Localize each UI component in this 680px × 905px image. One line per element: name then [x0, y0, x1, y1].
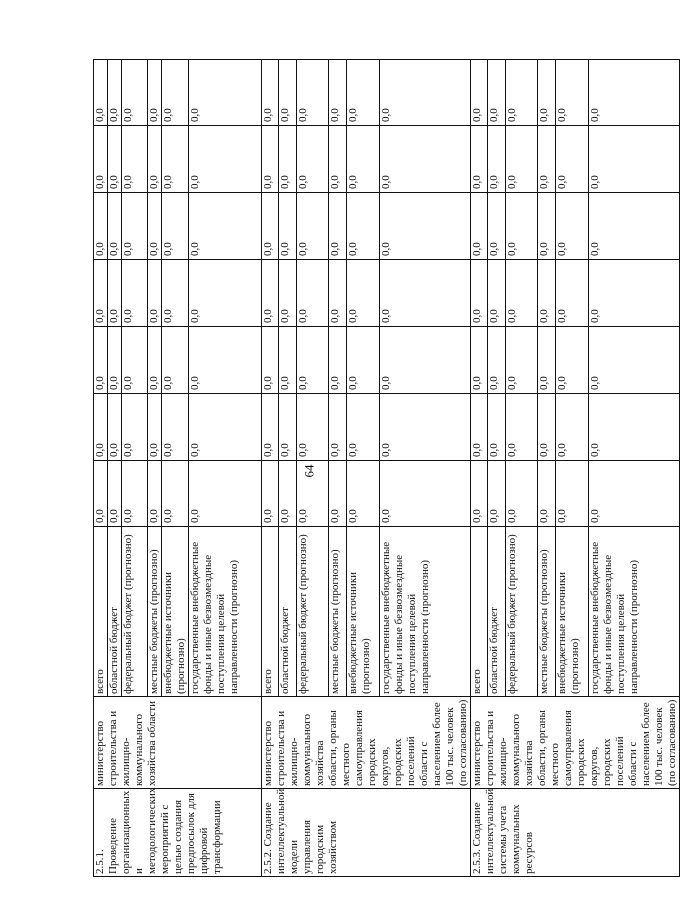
value-cell: 0,0 [108, 260, 122, 327]
value-cell: 0,0 [108, 461, 122, 527]
source-cell: всего [94, 527, 108, 697]
value-cell: 0,0 [262, 60, 279, 126]
value-cell: 0,0 [94, 260, 108, 327]
value-cell: 0,0 [189, 394, 262, 461]
source-cell: федеральный бюджет (прогнозно) [122, 527, 148, 697]
value-cell: 0,0 [329, 193, 346, 260]
value-cell: 0,0 [538, 327, 555, 394]
value-cell: 0,0 [108, 193, 122, 260]
value-cell: 0,0 [589, 394, 680, 461]
value-cell: 0,0 [505, 327, 537, 394]
value-cell: 0,0 [346, 461, 380, 527]
measure-cell: 2.5.3. Создание интеллектуальной системы учета коммунальных ресурсов [471, 789, 680, 877]
value-cell: 0,0 [589, 193, 680, 260]
value-cell: 0,0 [148, 60, 162, 126]
value-cell: 0,0 [555, 193, 589, 260]
value-cell: 0,0 [296, 126, 328, 193]
value-cell: 0,0 [471, 193, 488, 260]
source-cell: внебюджетные источники (прогнозно) [162, 527, 189, 697]
source-cell: местные бюджеты (прогнозно) [329, 527, 346, 697]
table-body [94, 60, 680, 877]
value-cell: 0,0 [296, 461, 328, 527]
value-cell: 0,0 [555, 394, 589, 461]
source-cell: федеральный бюджет (прогнозно) [296, 527, 328, 697]
value-cell: 0,0 [262, 260, 279, 327]
value-cell: 0,0 [589, 60, 680, 126]
value-cell: 0,0 [329, 394, 346, 461]
value-cell: 0,0 [505, 260, 537, 327]
value-cell: 0,0 [148, 461, 162, 527]
value-cell: 0,0 [505, 126, 537, 193]
value-cell: 0,0 [589, 260, 680, 327]
value-cell: 0,0 [148, 260, 162, 327]
table-row [471, 60, 488, 877]
value-cell: 0,0 [505, 60, 537, 126]
executor-cell: министерство строительства и жилищно-коммунального хозяйства области [94, 697, 262, 789]
value-cell: 0,0 [108, 327, 122, 394]
value-cell: 0,0 [296, 327, 328, 394]
value-cell: 0,0 [488, 193, 505, 260]
source-cell: областной бюджет [488, 527, 505, 697]
value-cell: 0,0 [488, 327, 505, 394]
value-cell: 0,0 [189, 260, 262, 327]
value-cell: 0,0 [262, 394, 279, 461]
value-cell: 0,0 [94, 327, 108, 394]
value-cell: 0,0 [346, 193, 380, 260]
value-cell: 0,0 [122, 260, 148, 327]
value-cell: 0,0 [555, 60, 589, 126]
value-cell: 0,0 [380, 327, 471, 394]
value-cell: 0,0 [189, 193, 262, 260]
value-cell: 0,0 [505, 394, 537, 461]
source-cell: государственные внебюджетные фонды и иные безвозмездные поступления целевой направленности (прогнозно) [380, 527, 471, 697]
value-cell: 0,0 [189, 126, 262, 193]
value-cell: 0,0 [162, 60, 189, 126]
value-cell: 0,0 [162, 193, 189, 260]
value-cell: 0,0 [122, 60, 148, 126]
value-cell: 0,0 [189, 461, 262, 527]
value-cell: 0,0 [380, 394, 471, 461]
source-cell: государственные внебюджетные фонды и иные безвозмездные поступления целевой направленности (прогнозно) [589, 527, 680, 697]
value-cell: 0,0 [162, 260, 189, 327]
value-cell: 0,0 [122, 461, 148, 527]
value-cell: 0,0 [329, 327, 346, 394]
source-cell: государственные внебюджетные фонды и иные безвозмездные поступления целевой направленности (прогнозно) [189, 527, 262, 697]
value-cell: 0,0 [296, 193, 328, 260]
value-cell: 0,0 [380, 193, 471, 260]
source-cell: областной бюджет [108, 527, 122, 697]
source-cell: местные бюджеты (прогнозно) [538, 527, 555, 697]
executor-cell: министерство строительства и жилищно-коммунального хозяйства области, органы местного самоуправления городских округов, городских поселений области с населением более 100 тыс. человек (по согласованию) [262, 697, 471, 789]
value-cell: 0,0 [148, 126, 162, 193]
value-cell: 0,0 [488, 461, 505, 527]
value-cell: 0,0 [122, 327, 148, 394]
value-cell: 0,0 [555, 461, 589, 527]
value-cell: 0,0 [94, 60, 108, 126]
value-cell: 0,0 [189, 327, 262, 394]
value-cell: 0,0 [538, 126, 555, 193]
value-cell: 0,0 [329, 126, 346, 193]
value-cell: 0,0 [488, 126, 505, 193]
value-cell: 0,0 [262, 461, 279, 527]
value-cell: 0,0 [262, 126, 279, 193]
source-cell: местные бюджеты (прогнозно) [148, 527, 162, 697]
rotated-table-container [93, 60, 678, 877]
value-cell: 0,0 [296, 394, 328, 461]
source-cell: внебюджетные источники (прогнозно) [555, 527, 589, 697]
value-cell: 0,0 [148, 327, 162, 394]
value-cell: 0,0 [471, 394, 488, 461]
value-cell: 0,0 [94, 461, 108, 527]
value-cell: 0,0 [471, 461, 488, 527]
value-cell: 0,0 [538, 193, 555, 260]
value-cell: 0,0 [538, 394, 555, 461]
value-cell: 0,0 [346, 60, 380, 126]
value-cell: 0,0 [279, 394, 296, 461]
value-cell: 0,0 [380, 260, 471, 327]
value-cell: 0,0 [505, 193, 537, 260]
value-cell: 0,0 [329, 461, 346, 527]
value-cell: 0,0 [346, 327, 380, 394]
value-cell: 0,0 [162, 461, 189, 527]
value-cell: 0,0 [380, 461, 471, 527]
value-cell: 0,0 [346, 126, 380, 193]
value-cell: 0,0 [471, 60, 488, 126]
value-cell: 0,0 [296, 60, 328, 126]
value-cell: 0,0 [538, 260, 555, 327]
value-cell: 0,0 [108, 60, 122, 126]
value-cell: 0,0 [488, 394, 505, 461]
value-cell: 0,0 [488, 260, 505, 327]
value-cell: 0,0 [279, 193, 296, 260]
value-cell: 0,0 [279, 126, 296, 193]
value-cell: 0,0 [538, 461, 555, 527]
table-row [94, 60, 108, 877]
value-cell: 0,0 [380, 126, 471, 193]
value-cell: 0,0 [108, 126, 122, 193]
budget-table [93, 59, 680, 877]
measure-cell: 2.5.2. Создание интеллектуальной модели управления городским хозяйством [262, 789, 471, 877]
value-cell: 0,0 [471, 327, 488, 394]
table-row [262, 60, 279, 877]
value-cell: 0,0 [262, 193, 279, 260]
value-cell: 0,0 [262, 327, 279, 394]
page-number: 64 [301, 464, 317, 478]
source-cell: областной бюджет [279, 527, 296, 697]
source-cell: внебюджетные источники (прогнозно) [346, 527, 380, 697]
value-cell: 0,0 [162, 394, 189, 461]
value-cell: 0,0 [505, 461, 537, 527]
value-cell: 0,0 [122, 126, 148, 193]
value-cell: 0,0 [162, 126, 189, 193]
value-cell: 0,0 [148, 394, 162, 461]
value-cell: 0,0 [471, 126, 488, 193]
value-cell: 0,0 [122, 394, 148, 461]
value-cell: 0,0 [380, 60, 471, 126]
source-cell: всего [471, 527, 488, 697]
value-cell: 0,0 [346, 260, 380, 327]
value-cell: 0,0 [329, 260, 346, 327]
value-cell: 0,0 [555, 126, 589, 193]
measure-cell: 2.5.1. Проведение организационных и методологических мероприятий с целью создания предпосылок для цифровой трансформации [94, 789, 262, 877]
value-cell: 0,0 [555, 327, 589, 394]
value-cell: 0,0 [148, 193, 162, 260]
value-cell: 0,0 [94, 193, 108, 260]
value-cell: 0,0 [94, 126, 108, 193]
value-cell: 0,0 [555, 260, 589, 327]
value-cell: 0,0 [108, 394, 122, 461]
value-cell: 0,0 [296, 260, 328, 327]
value-cell: 0,0 [346, 394, 380, 461]
value-cell: 0,0 [329, 60, 346, 126]
source-cell: федеральный бюджет (прогнозно) [505, 527, 537, 697]
value-cell: 0,0 [279, 60, 296, 126]
value-cell: 0,0 [279, 327, 296, 394]
value-cell: 0,0 [538, 60, 555, 126]
value-cell: 0,0 [589, 461, 680, 527]
value-cell: 0,0 [94, 394, 108, 461]
value-cell: 0,0 [471, 260, 488, 327]
value-cell: 0,0 [162, 327, 189, 394]
source-cell: всего [262, 527, 279, 697]
value-cell: 0,0 [122, 193, 148, 260]
value-cell: 0,0 [279, 260, 296, 327]
value-cell: 0,0 [279, 461, 296, 527]
value-cell: 0,0 [488, 60, 505, 126]
value-cell: 0,0 [189, 60, 262, 126]
value-cell: 0,0 [589, 126, 680, 193]
value-cell: 0,0 [589, 327, 680, 394]
executor-cell: министерство строительства и жилищно-коммунального хозяйства области, органы местного самоуправления городских округов, городских поселений области с населением более 100 тыс. человек (по согласованию) [471, 697, 680, 789]
